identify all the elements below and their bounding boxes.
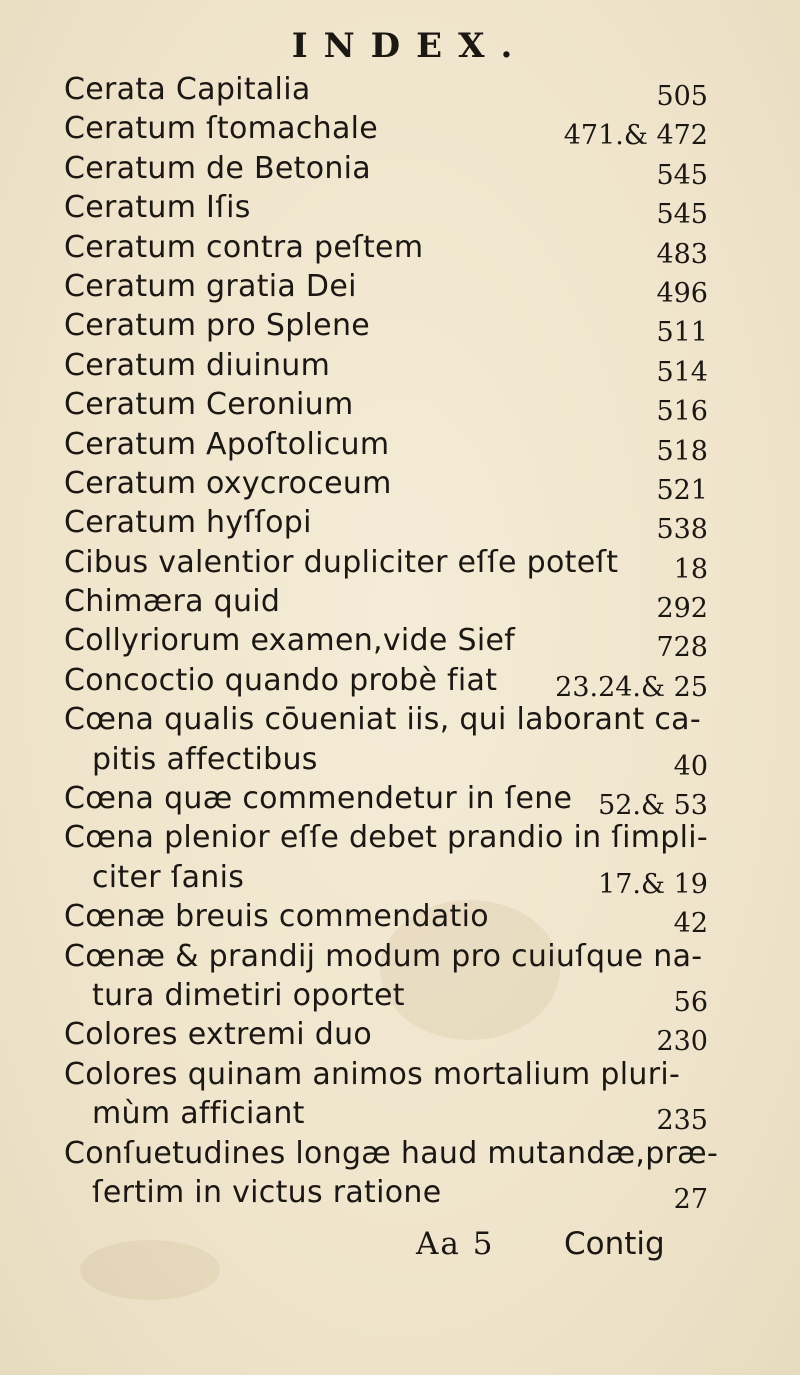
page-reference: 545 <box>656 199 708 231</box>
entry-line <box>0 228 800 270</box>
entry-line <box>0 1015 800 1058</box>
index-entry <box>0 700 800 782</box>
entry-text: Cibus valentior dupliciter eſſe poteſt <box>64 544 619 580</box>
index-entry <box>0 228 800 270</box>
entry-line <box>0 897 800 940</box>
entry-line <box>0 385 800 428</box>
index-entry <box>0 149 800 191</box>
page-reference: 471.& 472 <box>563 120 708 152</box>
entry-line <box>0 700 800 739</box>
index-entry <box>0 1055 800 1137</box>
entry-line <box>0 661 800 703</box>
page-reference: 56 <box>673 986 708 1018</box>
entry-text: pitis affectibus <box>92 741 318 777</box>
entry-text: Ceratum diuinum <box>64 347 331 383</box>
entry-text: Collyriorum examen,vide Sief <box>64 623 516 659</box>
index-entries <box>0 70 800 1215</box>
page-reference: 292 <box>656 593 708 625</box>
index-entry <box>0 1015 800 1058</box>
page-reference: 42 <box>673 908 708 940</box>
entry-line <box>0 346 800 388</box>
index-entry <box>0 109 800 152</box>
entry-text: Cœna plenior eſſe debet prandio in ſimpli- <box>64 820 709 856</box>
index-entry <box>0 346 800 388</box>
page-reference: 23.24.& 25 <box>555 671 708 703</box>
index-entry <box>0 188 800 231</box>
page-reference: 52.& 53 <box>598 790 708 822</box>
entry-text: ſertim in victus ratione <box>92 1174 442 1210</box>
entry-continuation-line <box>0 858 800 900</box>
entry-text: Cœnæ & prandij modum pro cuiuſque na- <box>64 938 703 974</box>
entry-text: Cœna qualis cōueniat iis, qui laborant ca- <box>64 702 701 738</box>
index-entry <box>0 779 800 822</box>
entry-line <box>0 1055 800 1094</box>
entry-text: Cerata Capitalia <box>64 72 311 107</box>
entry-continuation-line <box>0 740 800 782</box>
entry-text: Ceratum oxycroceum <box>64 465 392 501</box>
index-entry <box>0 385 800 428</box>
entry-line <box>0 937 800 976</box>
index-entry <box>0 1134 800 1213</box>
entry-text: Colores quinam animos mortalium pluri- <box>64 1056 681 1092</box>
index-entry <box>0 306 800 349</box>
entry-line <box>0 464 800 506</box>
entry-text: Ceratum hyſſopi <box>64 505 312 541</box>
page-reference: 483 <box>656 238 708 270</box>
page-reference: 40 <box>673 750 708 782</box>
entry-text: Ceratum contra peſtem <box>64 229 424 265</box>
entry-line <box>0 621 800 664</box>
entry-line <box>0 267 800 309</box>
entry-text: Ceratum ſtomachale <box>64 111 379 147</box>
page-reference: 728 <box>656 632 708 664</box>
page-reference: 505 <box>656 81 708 112</box>
entry-continuation-line <box>0 976 800 1018</box>
page-reference: 516 <box>656 396 708 428</box>
entry-text: mùm afficiant <box>92 1096 305 1132</box>
entry-continuation-line <box>0 1094 800 1137</box>
entry-line <box>0 149 800 191</box>
entry-line <box>0 306 800 349</box>
entry-text: Chimæra quid <box>64 584 281 620</box>
entry-continuation-line <box>0 1173 800 1215</box>
index-entry <box>0 464 800 506</box>
entry-line <box>0 543 800 585</box>
entry-line <box>0 818 800 857</box>
catchword: Contig <box>564 1226 665 1262</box>
entry-text: Ceratum de Betonia <box>64 150 371 186</box>
index-entry <box>0 70 800 112</box>
entry-line <box>0 503 800 546</box>
entry-line <box>0 109 800 152</box>
page-reference: 511 <box>656 317 708 349</box>
index-entry <box>0 503 800 546</box>
entry-text: Ceratum gratia Dei <box>64 268 357 304</box>
entry-text: Cœnæ breuis commendatio <box>64 899 489 935</box>
index-entry <box>0 543 800 585</box>
entry-text: Ceratum Ceronium <box>64 387 354 423</box>
page-reference: 17.& 19 <box>598 868 708 900</box>
page-reference: 496 <box>656 277 708 309</box>
index-entry <box>0 661 800 703</box>
entry-line <box>0 425 800 467</box>
catchline <box>0 1226 800 1272</box>
page-reference: 521 <box>656 474 708 506</box>
entry-text: Ceratum Apoſtolicum <box>64 426 390 462</box>
entry-line <box>0 1134 800 1173</box>
entry-text: Ceratum Iſis <box>64 190 251 226</box>
index-entry <box>0 582 800 625</box>
entry-text: Concoctio quando probè fiat <box>64 662 498 698</box>
entry-text: Conſuetudines longæ haud mutandæ,præ- <box>64 1135 719 1171</box>
index-entry <box>0 937 800 1016</box>
index-entry <box>0 897 800 940</box>
page-reference: 235 <box>656 1105 708 1137</box>
entry-text: Colores extremi duo <box>64 1017 373 1053</box>
signature-mark: Aa 5 <box>416 1226 495 1262</box>
page-reference: 514 <box>656 356 708 388</box>
index-entry <box>0 267 800 309</box>
page-reference: 230 <box>656 1026 708 1058</box>
index-entry <box>0 425 800 467</box>
index-entry <box>0 818 800 900</box>
entry-text: citer ſanis <box>92 859 245 895</box>
entry-line <box>0 188 800 231</box>
page-reference: 18 <box>673 553 708 585</box>
page-reference: 518 <box>656 435 708 467</box>
page-reference: 538 <box>656 514 708 546</box>
entry-line <box>0 582 800 625</box>
entry-line <box>0 70 800 112</box>
index-entry <box>0 621 800 664</box>
page-reference: 27 <box>673 1183 708 1215</box>
entry-line <box>0 779 800 822</box>
entry-text: Ceratum pro Splene <box>64 308 371 344</box>
running-header: INDEX. <box>291 26 529 66</box>
entry-text: Cœna quæ commendetur in ſene <box>64 781 573 817</box>
entry-text: tura dimetiri oportet <box>92 977 405 1013</box>
page-reference: 545 <box>656 159 708 191</box>
